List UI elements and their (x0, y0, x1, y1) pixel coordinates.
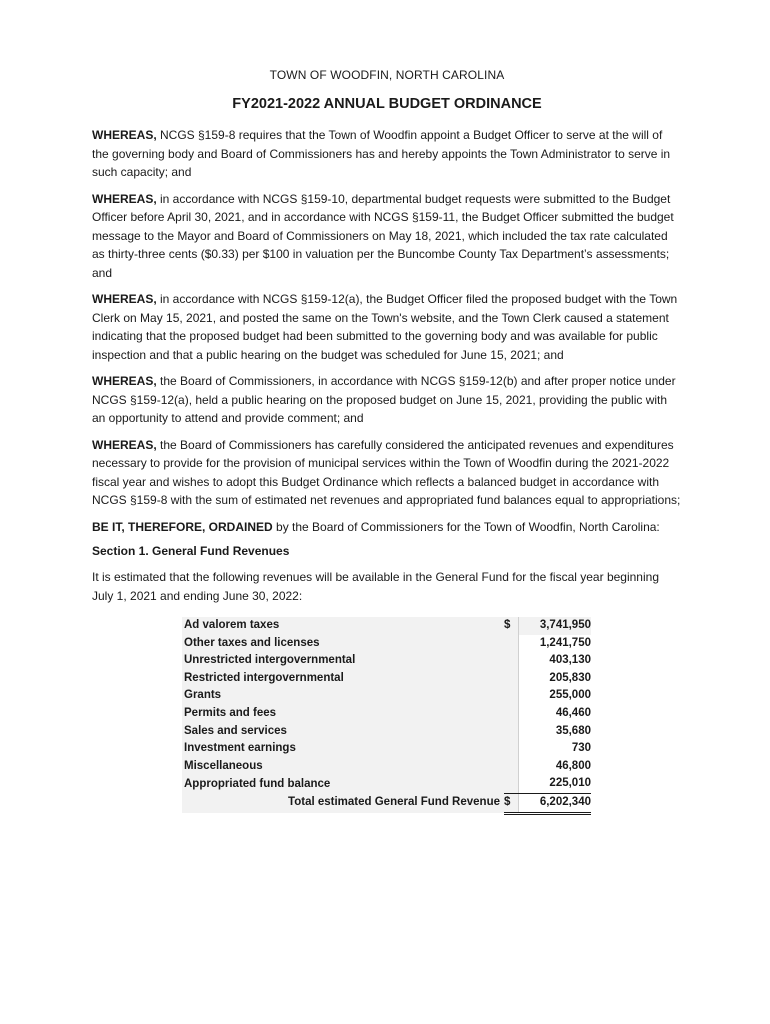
currency-symbol (504, 652, 519, 670)
revenue-table (182, 617, 591, 815)
table-row (182, 635, 591, 653)
revenue-amount: 46,460 (519, 705, 592, 723)
total-amount: 6,202,340 (519, 793, 592, 813)
recital-lead: WHEREAS, (92, 292, 157, 306)
recital-lead: WHEREAS, (92, 128, 157, 142)
revenue-amount: 3,741,950 (519, 617, 592, 635)
total-label: Total estimated General Fund Revenue (182, 793, 504, 813)
table-row (182, 758, 591, 776)
table-row (182, 670, 591, 688)
table-row (182, 723, 591, 741)
revenue-label: Permits and fees (182, 705, 504, 723)
currency-symbol (504, 687, 519, 705)
recital-paragraph-4 (92, 372, 682, 428)
table-row (182, 652, 591, 670)
ordained-lead: BE IT, THEREFORE, ORDAINED (92, 519, 273, 534)
recital-text: NCGS §159-8 requires that the Town of Woodfin appoint a Budget Officer to serve at the will of the governing body and Board of Commissioners has and hereby appoints the Town Administrator to serve in such capacity; and (92, 128, 671, 179)
recital-lead: WHEREAS, (92, 374, 157, 388)
currency-symbol (504, 740, 519, 758)
revenue-label: Miscellaneous (182, 758, 504, 776)
table-row (182, 617, 591, 635)
recital-paragraph-5 (92, 436, 682, 510)
recital-text: in accordance with NCGS §159-12(a), the Budget Officer filed the proposed budget with the Town Clerk on May 15, 2021, and posted the same on the Town's website, and the Town Clerk caused a statement indicating that the proposed budget had been submitted to the governing body and was available for public inspection and that a public hearing on the budget was scheduled for June 15, 2021; and (92, 292, 678, 362)
currency-symbol (504, 670, 519, 688)
revenue-amount: 205,830 (519, 670, 592, 688)
ordained-paragraph (92, 518, 682, 537)
revenue-amount: 225,010 (519, 775, 592, 793)
revenue-label: Other taxes and licenses (182, 635, 504, 653)
section-1-title: Section 1. General Fund Revenues (92, 544, 290, 558)
total-row (182, 793, 591, 813)
recital-lead: WHEREAS, (92, 437, 157, 452)
revenue-amount: 46,800 (519, 758, 592, 776)
currency-symbol (504, 705, 519, 723)
recital-paragraph-1 (92, 126, 682, 182)
revenue-label: Restricted intergovernmental (182, 670, 504, 688)
table-row (182, 705, 591, 723)
recital-lead: WHEREAS, (92, 191, 157, 206)
revenue-label: Unrestricted intergovernmental (182, 652, 504, 670)
currency-symbol: $ (504, 617, 519, 635)
revenue-label: Investment earnings (182, 740, 504, 758)
recital-text: the Board of Commissioners, in accordance with NCGS §159-12(b) and after proper notice under NCGS §159-12(a), held a public hearing on the proposed budget on June 15, 2021, providing the public with an opportunity to attend and provide comment; and (92, 374, 676, 425)
currency-symbol (504, 635, 519, 653)
revenue-label: Grants (182, 687, 504, 705)
table-row (182, 687, 591, 705)
recital-text: in accordance with NCGS §159-10, departmental budget requests were submitted to the Budget Officer before April 30, 2021, and in accordance with NCGS §159-11, the Budget Officer submitted the budget message to the Mayor and Board of Commissioners on May 18, 2021, which included the tax rate calculated as thirty-three cents ($0.33) per $100 in valuation per the Buncombe County Tax Department’s assessments; and (92, 191, 674, 280)
section-1-intro: It is estimated that the following revenues will be available in the General Fund for the fiscal year beginning July 1, 2021 and ending June 30, 2022: (92, 570, 659, 603)
recital-paragraph-3 (92, 290, 682, 364)
revenue-amount: 730 (519, 740, 592, 758)
municipality-heading: TOWN OF WOODFIN, NORTH CAROLINA (269, 68, 505, 82)
revenue-amount: 1,241,750 (519, 635, 592, 653)
revenue-amount: 255,000 (519, 687, 592, 705)
document-title: FY2021-2022 ANNUAL BUDGET ORDINANCE (232, 96, 542, 112)
revenue-amount: 35,680 (519, 723, 592, 741)
revenue-label: Appropriated fund balance (182, 775, 504, 793)
revenue-amount: 403,130 (519, 652, 592, 670)
table-row (182, 740, 591, 758)
revenue-label: Ad valorem taxes (182, 617, 504, 635)
ordained-text: by the Board of Commissioners for the Town of Woodfin, North Carolina: (272, 519, 660, 534)
recital-text: the Board of Commissioners has carefully considered the anticipated revenues and expenditures necessary to provide for the provision of municipal services within the Town of Woodfin during the 2021-2022 fiscal year and wishes to adopt this Budget Ordinance which reflects a balanced budget in accordance with NCGS §159-8 with the sum of estimated net revenues and appropriated fund balances equal to appropriations; (92, 437, 681, 507)
recital-paragraph-2 (92, 190, 682, 283)
document-page (92, 60, 682, 815)
currency-symbol (504, 758, 519, 776)
total-currency-symbol: $ (504, 793, 519, 813)
table-row (182, 775, 591, 793)
revenue-label: Sales and services (182, 723, 504, 741)
currency-symbol (504, 723, 519, 741)
currency-symbol (504, 775, 519, 793)
